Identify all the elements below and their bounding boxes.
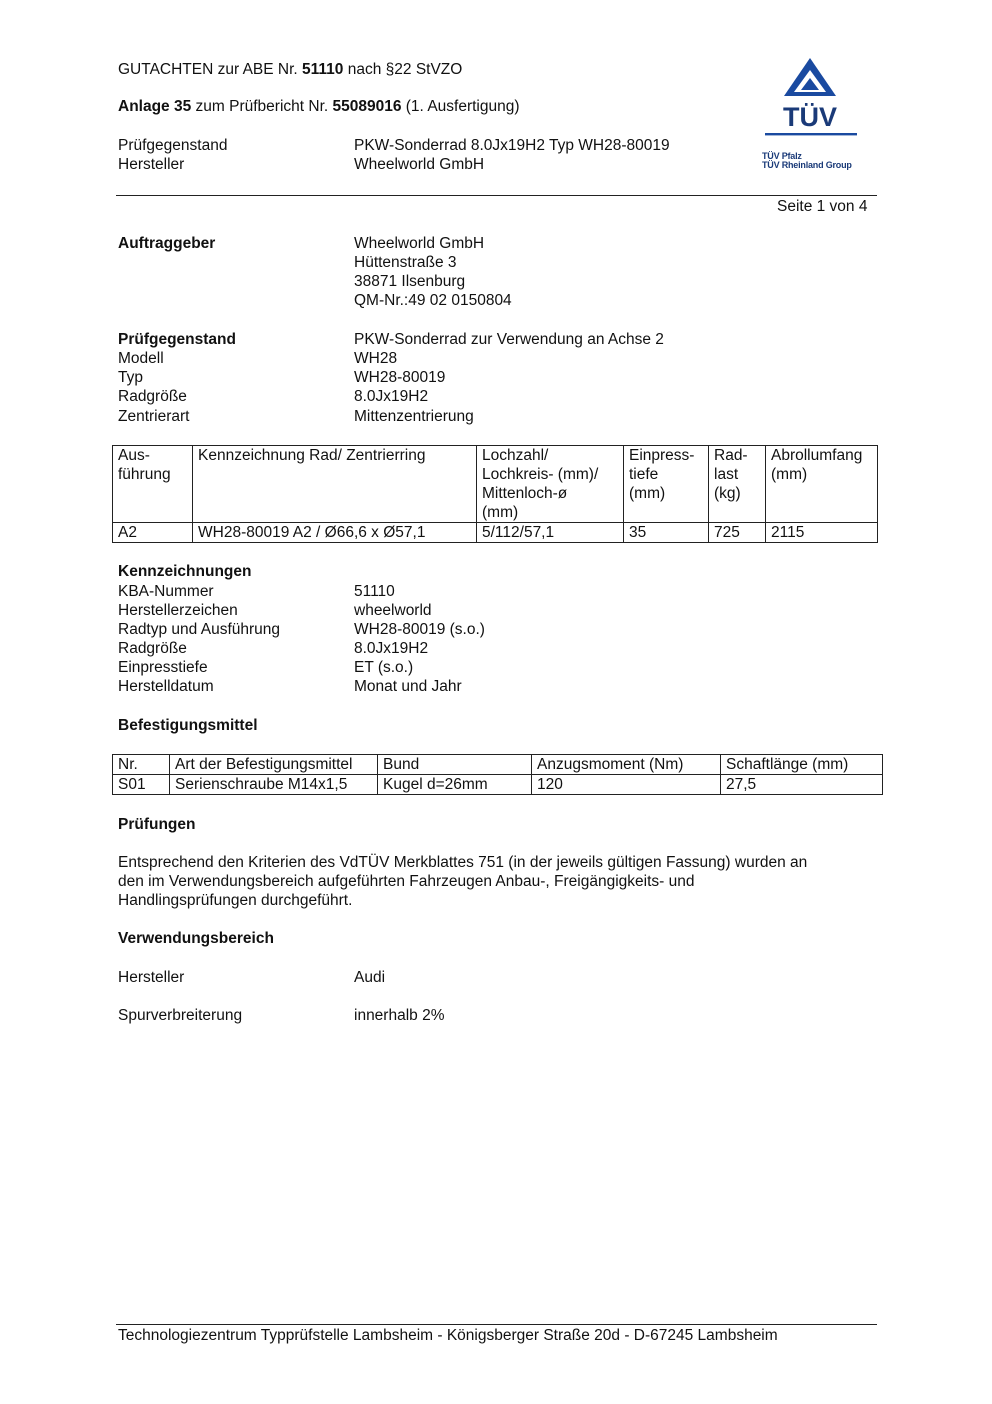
doc-header-line1: GUTACHTEN zur ABE Nr. 51110 nach §22 StVZO [118,61,463,78]
fasteners-heading: Befestigungsmittel [118,717,258,734]
client-heading: Auftraggeber [118,235,216,252]
subject-heading: Prüfgegenstand [118,331,236,348]
tuv-logo-sub2: TÜV Rheinland Group [762,160,852,170]
tuv-logo-sub1: TÜV Pfalz [762,151,802,161]
wheel-table [112,445,878,543]
footer-divider [116,1324,877,1325]
page-number: Seite 1 von 4 [777,198,868,215]
table-row: S01 Serienschraube M14x1,5 Kugel d=26mm 120 27,5 [113,775,883,795]
tuv-logo-text: TÜV [783,102,837,132]
fasteners-table [112,754,883,795]
client-address: Wheelworld GmbH Hüttenstraße 3 38871 Ilsenburg QM-Nr.:49 02 0150804 [354,235,512,309]
header-divider [116,195,877,196]
table-header-row: Nr. Art der Befestigungsmittel Bund Anzugsmoment (Nm) Schaftlänge (mm) [113,755,883,775]
tests-paragraph: Entsprechend den Kriterien des VdTÜV Merkblattes 751 (in der jeweils gültigen Fassung) wurden an den im Verwendungsbereich aufgeführten Fahrzeugen Anbau-, Freigängigkeits- und Handlingsprüfungen durchgeführt. [118,854,808,909]
table-row: A2 WH28-80019 A2 / Ø66,6 x Ø57,1 5/112/57,1 35 725 2115 [113,523,878,543]
markings-heading: Kennzeichnungen [118,563,252,580]
tests-heading: Prüfungen [118,816,196,833]
table-header-row: Aus- führung Kennzeichnung Rad/ Zentrierring Lochzahl/ Lochkreis- (mm)/ Mittenloch-ø (mm) Einpress- tiefe (mm) Rad- last (kg) Abrollumfang (mm) [113,446,878,523]
doc-header-line2: Anlage 35 zum Prüfbericht Nr. 55089016 (1. Ausfertigung) [118,98,520,115]
usage-heading: Verwendungsbereich [118,930,274,947]
tuv-triangle-icon [762,56,862,138]
tuv-logo [762,56,862,176]
footer-address: Technologiezentrum Typprüfstelle Lambsheim - Königsberger Straße 20d - D-67245 Lambsheim [118,1327,778,1344]
